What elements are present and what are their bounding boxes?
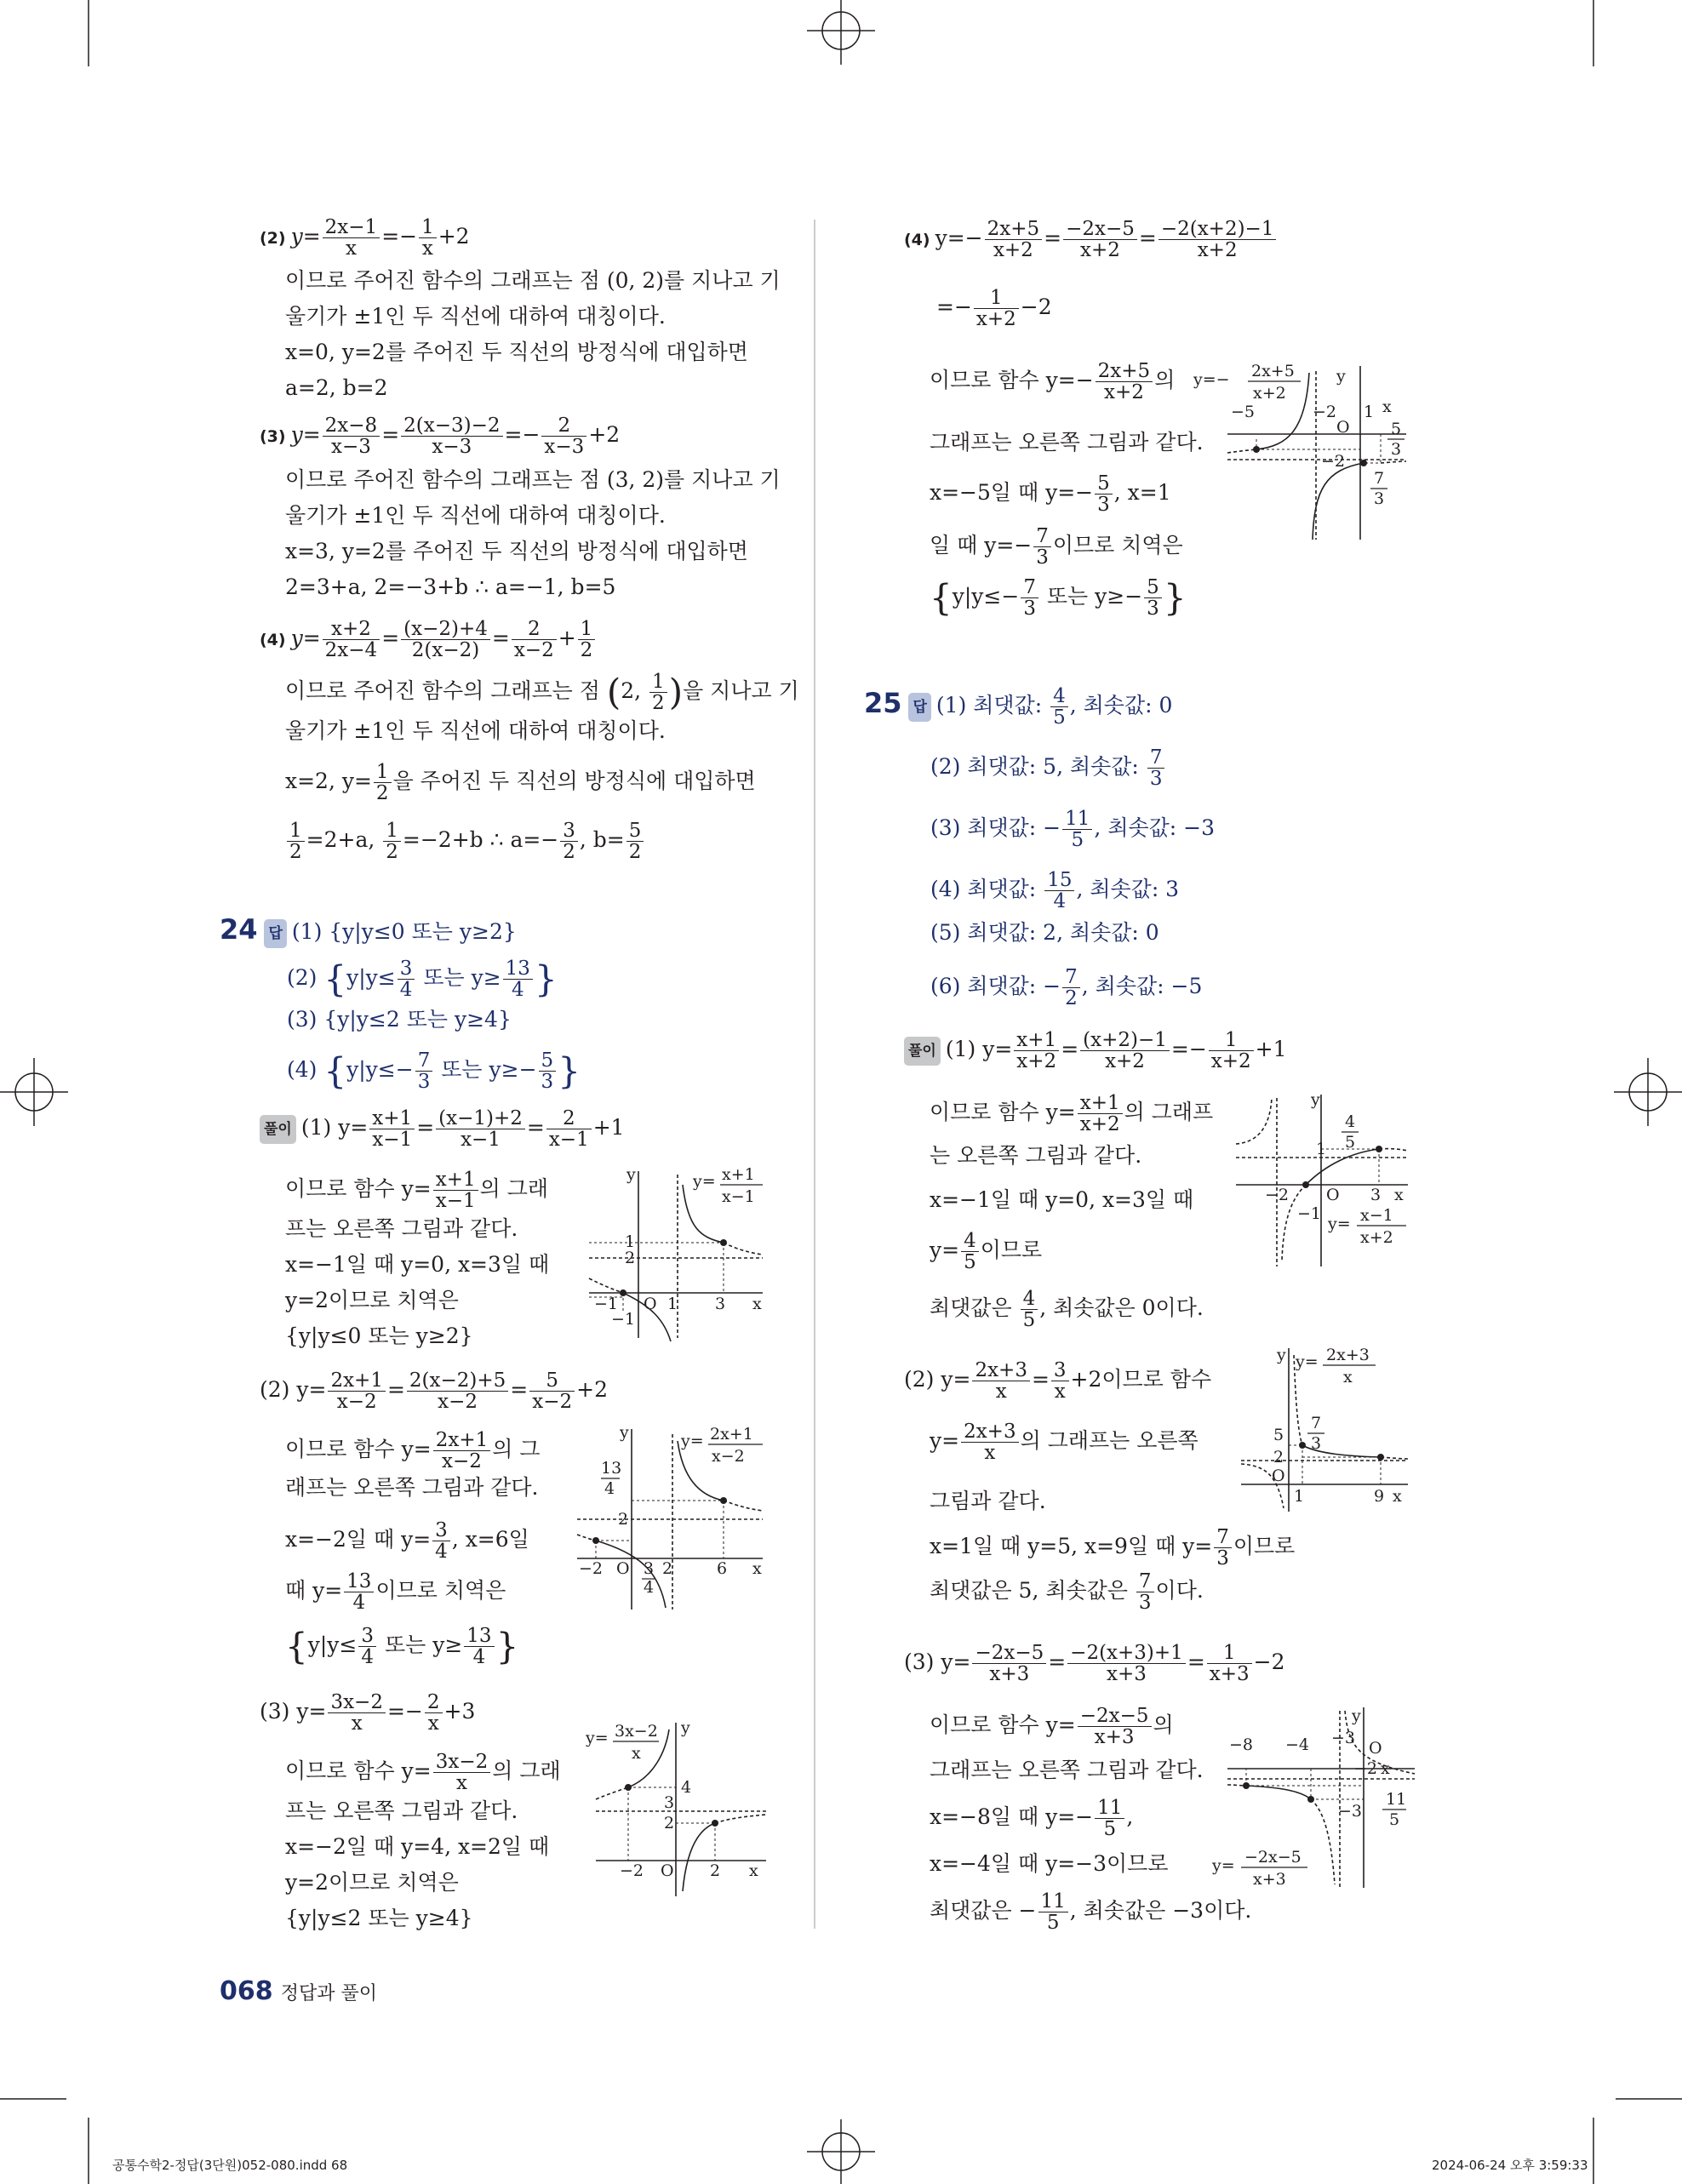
q23-p4-line1: 이므로 주어진 함수의 그래프는 점 (2, $\frac{1}{2}$ )을 지나고 기	[285, 671, 799, 714]
tick-3: 3	[1370, 1186, 1382, 1204]
q25-sol2-equation: (2) y= $\frac{2x+3}{x}$ = $\frac{3}{x}$ +2이므로 함수	[904, 1359, 1212, 1403]
q24-sol3-line1: 이므로 함수 y= $\frac{3x-2}{x}$ 의 그래	[285, 1751, 561, 1794]
page-footer	[220, 1976, 377, 2006]
axis-x: x	[1393, 1487, 1402, 1506]
tick-2x: 2	[710, 1861, 721, 1880]
tick-13: 13	[601, 1459, 622, 1478]
origin-label: O	[644, 1295, 657, 1313]
q24-sol2-line2: 래프는 오른쪽 그림과 같다.	[285, 1475, 539, 1500]
q23-p2-line3: x=0, y=2를 주어진 두 직선의 방정식에 대입하면	[285, 340, 748, 364]
q24-sol2-line4: 때 y= $\frac{13}{4}$ 이므로 치역은	[285, 1570, 506, 1614]
q25-sol2-line4: 최댓값은 5, 최솟값은 $\frac{7}{3}$ 이다.	[930, 1570, 1204, 1614]
q24-sol1-line1: 이므로 함수 y= $\frac{x+1}{x-1}$ 의 그래	[285, 1169, 549, 1212]
origin-label: O	[616, 1559, 630, 1578]
tick-neg2: −2	[620, 1861, 644, 1880]
graph-label-den: x	[632, 1744, 641, 1763]
page-title: 정답과 풀이	[280, 1983, 377, 2004]
q24-sol2-equation: (2) y= $\frac{2x+1}{x-2}$ = $\frac{2(x-2)+5}{x-2}$ = $\frac{5}{x-2}$ +2	[260, 1369, 608, 1413]
graph-label-num: 2x+1	[710, 1426, 753, 1444]
tick-3: 3	[1311, 1434, 1322, 1453]
q25-sol3-line3: x=−8일 때 y=− $\frac{11}{5}$ ,	[930, 1797, 1134, 1840]
q24-sol2-line3: x=−2일 때 y= $\frac{3}{4}$ , x=6일	[285, 1519, 529, 1563]
graph-label-num: 2x+3	[1326, 1346, 1370, 1364]
tick-4: 4	[1345, 1112, 1356, 1131]
tick-neg5: −5	[1231, 403, 1256, 421]
axis-x: x	[1382, 397, 1392, 416]
q25-sol2-line1: y= $\frac{2x+3}{x}$ 의 그래프는 오른쪽	[930, 1421, 1199, 1464]
q23-p3-line3: x=3, y=2를 주어진 두 직선의 방정식에 대입하면	[285, 539, 748, 563]
graph-label-den: x−2	[712, 1447, 745, 1466]
q23-p3-line4: 2=3+a, 2=−3+b ∴ a=−1, b=5	[285, 575, 616, 599]
q24-sol2-line1: 이므로 함수 y= $\frac{2x+1}{x-2}$ 의 그	[285, 1429, 541, 1472]
q24-4-line5: x=−5일 때 y=− $\frac{5}{3}$ , x=1	[930, 472, 1171, 516]
axis-y: y	[1352, 1707, 1361, 1725]
origin-label: O	[1272, 1466, 1285, 1485]
tick-3: 3	[664, 1793, 675, 1812]
tick-2: 2	[618, 1510, 629, 1529]
q25-sol1-line1: 이므로 함수 y= $\frac{x+1}{x+2}$ 의 그래프	[930, 1092, 1214, 1135]
tick-neg3: −3	[1338, 1802, 1363, 1821]
tick-neg1y: −1	[611, 1310, 636, 1329]
graph-q25-2	[1238, 1345, 1413, 1513]
axis-y: y	[681, 1718, 690, 1737]
graph-q24-3	[586, 1718, 771, 1900]
tick-3a: 3	[1391, 440, 1402, 459]
tick-2: 2	[625, 1249, 636, 1267]
tick-1: 1	[1294, 1487, 1305, 1506]
graph-label-den: x+3	[1253, 1870, 1286, 1889]
axis-x: x	[752, 1559, 762, 1578]
origin-label: O	[1326, 1186, 1340, 1204]
q25-sol1-line4: y= $\frac{4}{5}$ 이므로	[930, 1230, 1043, 1273]
graph-label-num: 3x−2	[615, 1722, 658, 1741]
graph-label-func: y=−	[1193, 370, 1230, 389]
tick-neg2: −2	[1321, 452, 1346, 471]
q23-p3-line1: 이므로 주어진 함수의 그래프는 점 (3, 2)를 지나고 기	[285, 467, 781, 492]
tick-neg1: −1	[1297, 1204, 1322, 1223]
q25-sol3-line4: x=−4일 때 y=−3이므로	[930, 1851, 1169, 1876]
graph-q24-1	[582, 1168, 769, 1346]
tick-1: 1	[625, 1232, 636, 1251]
tick-neg4: −4	[1285, 1735, 1310, 1754]
q25-answer-6: (6) 최댓값: − $\frac{7}{2}$ , 최솟값: −5	[930, 966, 1203, 1009]
q23-p2-line4: a=2, b=2	[285, 375, 388, 400]
q25-sol3-line1: 이므로 함수 y= $\frac{-2x-5}{x+3}$ 의	[930, 1705, 1174, 1748]
tick-neg1: −1	[594, 1295, 619, 1313]
q25-sol1-equation: 풀이 (1) y= $\frac{x+1}{x+2}$ = $\frac{(x+2)-1}{x+2}$ =− $\frac{1}{x+2}$ +1	[904, 1030, 1287, 1072]
axis-x: x	[752, 1295, 762, 1313]
q24-4-line7: {y|y≤− $\frac{7}{3}$ 또는 y≥− $\frac{5}{3}$ }	[930, 576, 1187, 620]
axis-y: y	[1336, 367, 1346, 386]
axis-y: y	[620, 1426, 629, 1442]
answer-badge-25: 답	[908, 693, 930, 722]
q24-sol3-equation: (3) y= $\frac{3x-2}{x}$ =− $\frac{2}{x}$ +3	[260, 1691, 476, 1735]
solution-badge-25: 풀이	[904, 1037, 941, 1066]
axis-y: y	[1277, 1346, 1286, 1364]
graph-q24-2	[570, 1426, 769, 1615]
q25-sol1-line5: 최댓값은 $\frac{4}{5}$ , 최솟값은 0이다.	[930, 1288, 1204, 1331]
q25-sol1-line2: 는 오른쪽 그림과 같다.	[930, 1143, 1142, 1168]
tick-9: 9	[1374, 1487, 1385, 1506]
tick-3b: 3	[1374, 489, 1385, 508]
q24-sol3-line2: 프는 오른쪽 그림과 같다.	[285, 1798, 518, 1823]
q24-4-line6: 일 때 y=− $\frac{7}{3}$ 이므로 치역은	[930, 525, 1183, 569]
tick-neg2: −2	[1265, 1186, 1290, 1204]
tick-6: 6	[717, 1559, 728, 1578]
q25-answer-5: (5) 최댓값: 2, 최솟값: 0	[930, 920, 1159, 945]
tick-neg2x: −2	[1313, 403, 1337, 421]
q24-sol1-line5: {y|y≤0 또는 y≥2}	[285, 1324, 473, 1348]
origin-label: O	[1369, 1739, 1382, 1758]
q23-p3-line2: 울기가 ±1인 두 직선에 대하여 대칭이다.	[285, 503, 666, 528]
tick-4b: 4	[644, 1578, 655, 1597]
q24-sol1-equation: 풀이 (1) y= $\frac{x+1}{x-1}$ = $\frac{(x-1)+2}{x-1}$ = $\frac{2}{x-1}$ +1	[260, 1108, 625, 1150]
tick-2: 2	[664, 1814, 675, 1832]
graph-label-num: x−1	[1360, 1206, 1393, 1225]
q23-p4-line3: x=2, y= $\frac{1}{2}$ 을 주어진 두 직선의 방정식에 대입하면	[285, 761, 756, 804]
q24-4-equation: (4) y=− $\frac{2x+5}{x+2}$ = $\frac{-2x-5}{x+2}$ = $\frac{-2(x+2)-1}{x+2}$	[904, 219, 1278, 260]
q24-sol3-line3: x=−2일 때 y=4, x=2일 때	[285, 1834, 550, 1859]
q24-sol3-line5: {y|y≤2 또는 y≥4}	[285, 1906, 473, 1930]
q23-p3-equation: (3) y= $\frac{2x-8}{x-3}$ = $\frac{2(x-3)-2}{x-3}$ =− $\frac{2}{x-3}$ +2	[260, 415, 621, 458]
graph-label-den: x+2	[1253, 384, 1286, 403]
axis-y: y	[626, 1168, 636, 1184]
solution-badge: 풀이	[260, 1115, 296, 1144]
tick-5: 5	[1389, 1810, 1400, 1829]
q24-sol1-line3: x=−1일 때 y=0, x=3일 때	[285, 1252, 550, 1277]
tick-2: 2	[1273, 1448, 1284, 1466]
graph-label-func: y=	[681, 1432, 704, 1450]
q25-answer-1: 25 답 (1) 최댓값: $\frac{4}{5}$ , 최솟값: 0	[864, 685, 1173, 729]
graph-label-num: −2x−5	[1244, 1848, 1302, 1867]
q25-sol3-equation: (3) y= $\frac{-2x-5}{x+3}$ = $\frac{-2(x+3)+1}{x+3}$ = $\frac{1}{x+3}$ −2	[904, 1642, 1285, 1685]
q23-p4-line4: $\frac{1}{2}$ =2+a, $\frac{1}{2}$ =−2+b ∴ a=− $\frac{3}{2}$ , b= $\frac{5}{2}$	[285, 820, 645, 862]
graph-label-func: y=	[586, 1729, 609, 1747]
q25-answer-2: (2) 최댓값: 5, 최솟값: $\frac{7}{3}$	[930, 747, 1166, 789]
graph-label-func: y=	[1296, 1352, 1319, 1371]
tick-5: 5	[1273, 1426, 1284, 1444]
tick-11: 11	[1386, 1790, 1407, 1809]
q23-p2-line2: 울기가 ±1인 두 직선에 대하여 대칭이다.	[285, 304, 666, 329]
axis-y: y	[1311, 1090, 1320, 1109]
q23-p4-equation: (4) y= $\frac{x+2}{2x-4}$ = $\frac{(x-2)+4}{2(x-2)}$ = $\frac{2}{x-2}$ + $\frac{1}{2}$	[260, 619, 597, 660]
q24-answer-1: 24 답 (1) {y|y≤0 또는 y≥2}	[220, 916, 517, 948]
q25-sol2-line2: 그림과 같다.	[930, 1489, 1046, 1513]
tick-7: 7	[1374, 469, 1385, 488]
tick-3: 3	[644, 1559, 655, 1578]
axis-x: x	[1394, 1186, 1404, 1204]
graph-label-den: x+2	[1360, 1228, 1393, 1247]
q24-sol3-line4: y=2이므로 치역은	[285, 1870, 459, 1895]
q24-sol1-line2: 프는 오른쪽 그림과 같다.	[285, 1216, 518, 1241]
graph-label-func: y=	[693, 1172, 716, 1191]
tick-neg2: −2	[579, 1559, 604, 1578]
tick-neg2: −2	[1353, 1759, 1378, 1778]
graph-q24-4	[1193, 361, 1410, 543]
q24-sol1-line4: y=2이므로 치역은	[285, 1288, 459, 1312]
axis-x: x	[749, 1861, 758, 1880]
q25-sol2-line3: x=1일 때 y=5, x=9일 때 y= $\frac{7}{3}$ 이므로	[930, 1526, 1296, 1569]
tick-neg8: −8	[1229, 1735, 1254, 1754]
tick-2x: 2	[662, 1559, 673, 1578]
q24-answer-2: (2) {y|y≤ $\frac{3}{4}$ 또는 y≥ $\frac{13}{4}$ }	[287, 958, 558, 1001]
tick-3: 3	[715, 1295, 726, 1313]
file-info: 공통수학2-정답(3단원)052-080.indd 68	[112, 2158, 348, 2173]
tick-7: 7	[1311, 1414, 1322, 1432]
q25-answer-4: (4) 최댓값: $\frac{15}{4}$ , 최솟값: 3	[930, 869, 1180, 912]
tick-neg3x: −3	[1331, 1729, 1356, 1747]
tick-5: 5	[1345, 1133, 1356, 1152]
q24-answer-4: (4) {y|y≤− $\frac{7}{3}$ 또는 y≥− $\frac{5}{3}$ }	[287, 1049, 581, 1093]
graph-label-func: y=	[1212, 1856, 1235, 1875]
q25-answer-3: (3) 최댓값: − $\frac{11}{5}$ , 최솟값: −3	[930, 808, 1215, 851]
tick-5: 5	[1391, 420, 1402, 438]
tick-4: 4	[681, 1778, 692, 1797]
origin-label: O	[661, 1861, 674, 1880]
answer-badge: 답	[264, 919, 286, 948]
problem-number-24: 24	[220, 913, 258, 946]
print-stamp: 2024-06-24 오후 3:59:33	[1432, 2158, 1588, 2173]
tick-4: 4	[604, 1479, 615, 1498]
tick-1: 1	[1364, 403, 1375, 421]
graph-q25-1	[1233, 1089, 1411, 1272]
graph-label-num: 2x+5	[1251, 362, 1295, 380]
tick-1: 1	[1316, 1140, 1327, 1158]
graph-label-den: x	[1343, 1368, 1353, 1386]
graph-q25-3	[1212, 1702, 1418, 1891]
graph-label-den: x−1	[722, 1187, 755, 1206]
q24-4-line3: 이므로 함수 y=− $\frac{2x+5}{x+2}$ 의	[930, 360, 1176, 403]
q23-p4-line2: 울기가 ±1인 두 직선에 대하여 대칭이다.	[285, 718, 666, 743]
page-number: 068	[220, 1976, 273, 2006]
origin-label: O	[1336, 418, 1350, 437]
q25-sol3-line2: 그래프는 오른쪽 그림과 같다.	[930, 1758, 1204, 1782]
q25-sol1-line3: x=−1일 때 y=0, x=3일 때	[930, 1187, 1194, 1212]
problem-number-25: 25	[864, 687, 902, 719]
graph-label-num: x+1	[722, 1168, 755, 1184]
q24-4-line2: =− $\frac{1}{x+2}$ −2	[936, 287, 1052, 330]
q24-answer-3: (3) {y|y≤2 또는 y≥4}	[287, 1007, 512, 1032]
q23-p2-equation: (2) y= $\frac{2x-1}{x}$ =− $\frac{1}{x}$ +2	[260, 216, 470, 260]
graph-label-func: y=	[1328, 1215, 1351, 1233]
q23-p2-line1: 이므로 주어진 함수의 그래프는 점 (0, 2)를 지나고 기	[285, 268, 781, 293]
q25-sol3-line5: 최댓값은 − $\frac{11}{5}$ , 최솟값은 −3이다.	[930, 1890, 1252, 1934]
q24-sol2-line5: {y|y≤ $\frac{3}{4}$ 또는 y≥ $\frac{13}{4}$ }	[285, 1625, 519, 1668]
q24-4-line4: 그래프는 오른쪽 그림과 같다.	[930, 430, 1204, 455]
tick-1x: 1	[667, 1295, 678, 1313]
axis-x: x	[1381, 1759, 1390, 1778]
